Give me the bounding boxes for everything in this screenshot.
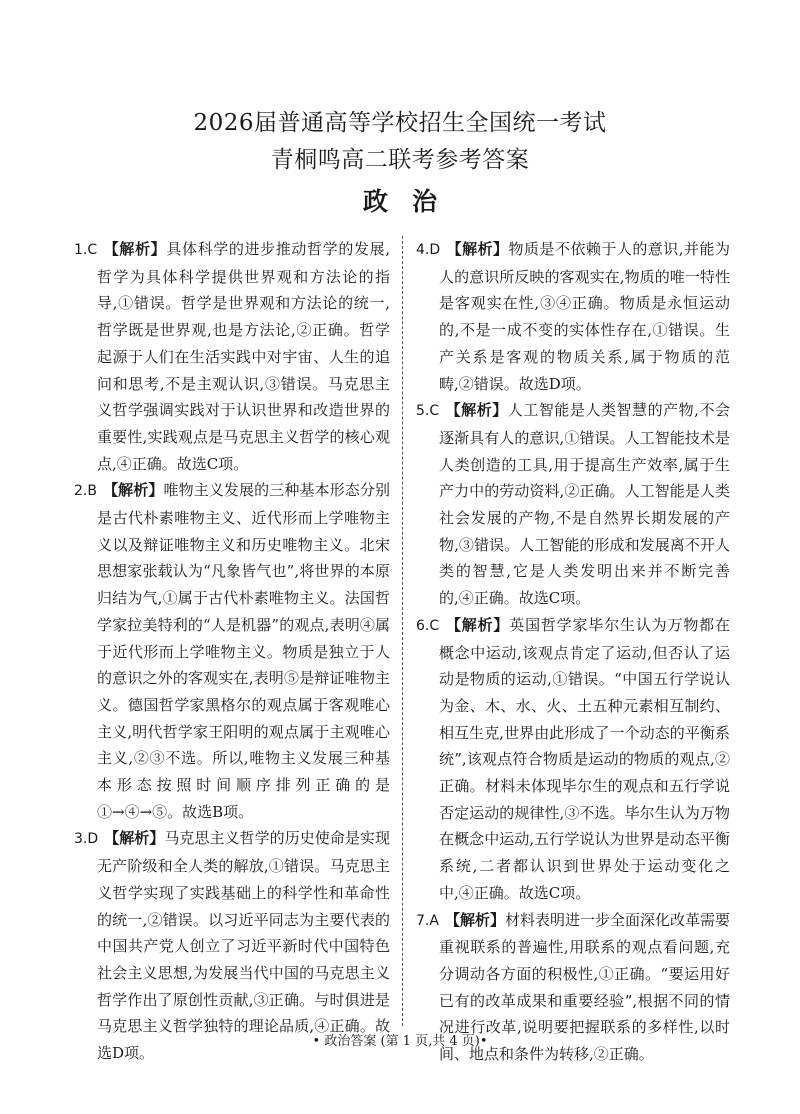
analysis-tag: 【解析】 bbox=[104, 829, 165, 848]
answer-explanation: 具体科学的进步推动哲学的发展,哲学为具体科学提供世界观和方法论的指导,①错误。哲学是世界观和方法论的统一,哲学既是世界观,也是方法论,②正确。哲学起源于人们在生活实践中对宇宙、人生的追问和思考,不是主观认识,③错误。马克思主义哲学强调实践对于认识世界和改造世界的重要性,实践观点是马克思主义哲学的核心观点,④正确。故选C项。 bbox=[97, 240, 390, 473]
exam-subtitle: 青桐鸣高二联考参考答案 bbox=[270, 147, 530, 173]
answer-explanation: 唯物主义发展的三种基本形态分别是古代朴素唯物主义、近代形而上学唯物主义以及辩证唯物主义和历史唯物主义。北宋思想家张载认为“凡象皆气也”,将世界的本原归结为气,①属于古代朴素唯物主义。法国哲学家拉美特利的“人是机器”的观点,表明④属于近代形而上学唯物主义。物质是独立于人的意识之外的客观实在,表明⑤是辩证唯物主义。德国哲学家黑格尔的观点属于客观唯心主义,明代哲学家王阳明的观点属于主观唯心主义,②③不选。所以,唯物主义发展三种基本形态按照时间顺序排列正确的是①→④→⑤。故选B项。 bbox=[97, 481, 390, 821]
page-footer bbox=[0, 1030, 800, 1049]
analysis-tag: 【解析】 bbox=[102, 481, 164, 500]
answer-explanation: 材料表明进一步全面深化改革需要重视联系的普遍性,用联系的观点看问题,充分调动各方面的积极性,①正确。“要运用好已有的改革成果和重要经验”,根据不同的情况进行改革,说明要把握联系的多样性,以时间、地点和条件为转移,②正确。 bbox=[439, 910, 730, 1064]
answer-explanation: 物质是不依赖于人的意识,并能为人的意识所反映的客观实在,物质的唯一特性是客观实在性,③④正确。物质是永恒运动的,不是一成不变的实体性存在,①错误。生产关系是客观的物质关系,属于物质的范畴,②错误。故选D项。 bbox=[439, 240, 730, 393]
analysis-tag: 【解析】 bbox=[446, 240, 509, 258]
answer-number: 2. bbox=[74, 483, 88, 500]
answer-choice: C bbox=[87, 242, 98, 258]
answer-item-4 bbox=[416, 236, 730, 397]
footer-page-info: (第 1 页,共 4 页) bbox=[380, 1034, 480, 1049]
answer-item-5 bbox=[416, 397, 730, 612]
left-column bbox=[74, 236, 390, 1067]
answer-number: 5. bbox=[416, 403, 430, 420]
analysis-tag: 【解析】 bbox=[445, 615, 510, 634]
answer-choice: B bbox=[87, 483, 97, 500]
answer-number: 4. bbox=[416, 242, 430, 258]
analysis-tag: 【解析】 bbox=[103, 240, 167, 258]
answer-number: 7. bbox=[416, 912, 430, 929]
answer-choice: D bbox=[429, 242, 441, 258]
analysis-tag: 【解析】 bbox=[445, 401, 508, 420]
answer-number: 3. bbox=[74, 831, 88, 848]
subject-char-2: 治 bbox=[412, 187, 438, 216]
answer-choice: D bbox=[87, 831, 99, 848]
answer-choice: C bbox=[429, 403, 440, 420]
column-divider bbox=[402, 236, 403, 1026]
answer-item-6 bbox=[416, 612, 730, 907]
answer-explanation: 英国哲学家毕尔生认为万物都在概念中运动,该观点肯定了运动,但否认了运动是物质的运动,①错误。“中国五行学说认为金、木、水、火、土五种元素相互制约、相互生克,世界由此形成了一个动态的平衡系统”,该观点符合物质是运动的物质的观点,②正确。材料未体现毕尔生的观点和五行学说否定运动的规律性,③不选。毕尔生认为万物在概念中运动,五行学说认为世界是动态平衡系统,二者都认识到世界处于运动变化之中,④正确。故选C项。 bbox=[439, 615, 730, 902]
answer-choice: A bbox=[429, 912, 439, 929]
right-column bbox=[416, 236, 730, 1068]
answer-item-1 bbox=[74, 236, 390, 477]
answer-explanation: 人工智能是人类智慧的产物,不会逐渐具有人的意识,①错误。人工智能技术是人类创造的工具,用于提高生产效率,属于生产力中的劳动资料,②正确。人工智能是人类社会发展的产物,不是自然界长期发展的产物,③错误。人工智能的形成和发展离不开人类的智慧,它是人类发明出来并不断完善的,④正确。故选C项。 bbox=[439, 401, 730, 608]
subject-heading bbox=[0, 182, 800, 218]
footer-bullet-right: • bbox=[479, 1034, 488, 1049]
answer-item-2 bbox=[74, 477, 390, 825]
exam-title: 2026届普通高等学校招生全国统一考试 bbox=[193, 110, 607, 136]
answer-number: 6. bbox=[416, 617, 430, 634]
answer-number: 1. bbox=[74, 242, 88, 258]
analysis-tag: 【解析】 bbox=[444, 910, 505, 929]
answer-explanation: 马克思主义哲学的历史使命是实现无产阶级和全人类的解放,①错误。马克思主义哲学实现了实践基础上的科学性和革命性的统一,②错误。以习近平同志为主要代表的中国共产党人创立了习近平新时代中国特色社会主义思想,为发展当代中国的马克思主义哲学作出了原创性贡献,③正确。与时俱进是马克思主义哲学独特的理论品质,④正确。故选D项。 bbox=[97, 829, 390, 1063]
footer-bullet-left: • bbox=[312, 1034, 321, 1049]
subject-char-1: 政 bbox=[362, 187, 388, 216]
footer-label: 政治答案 bbox=[324, 1034, 377, 1049]
answer-choice: C bbox=[429, 617, 440, 634]
